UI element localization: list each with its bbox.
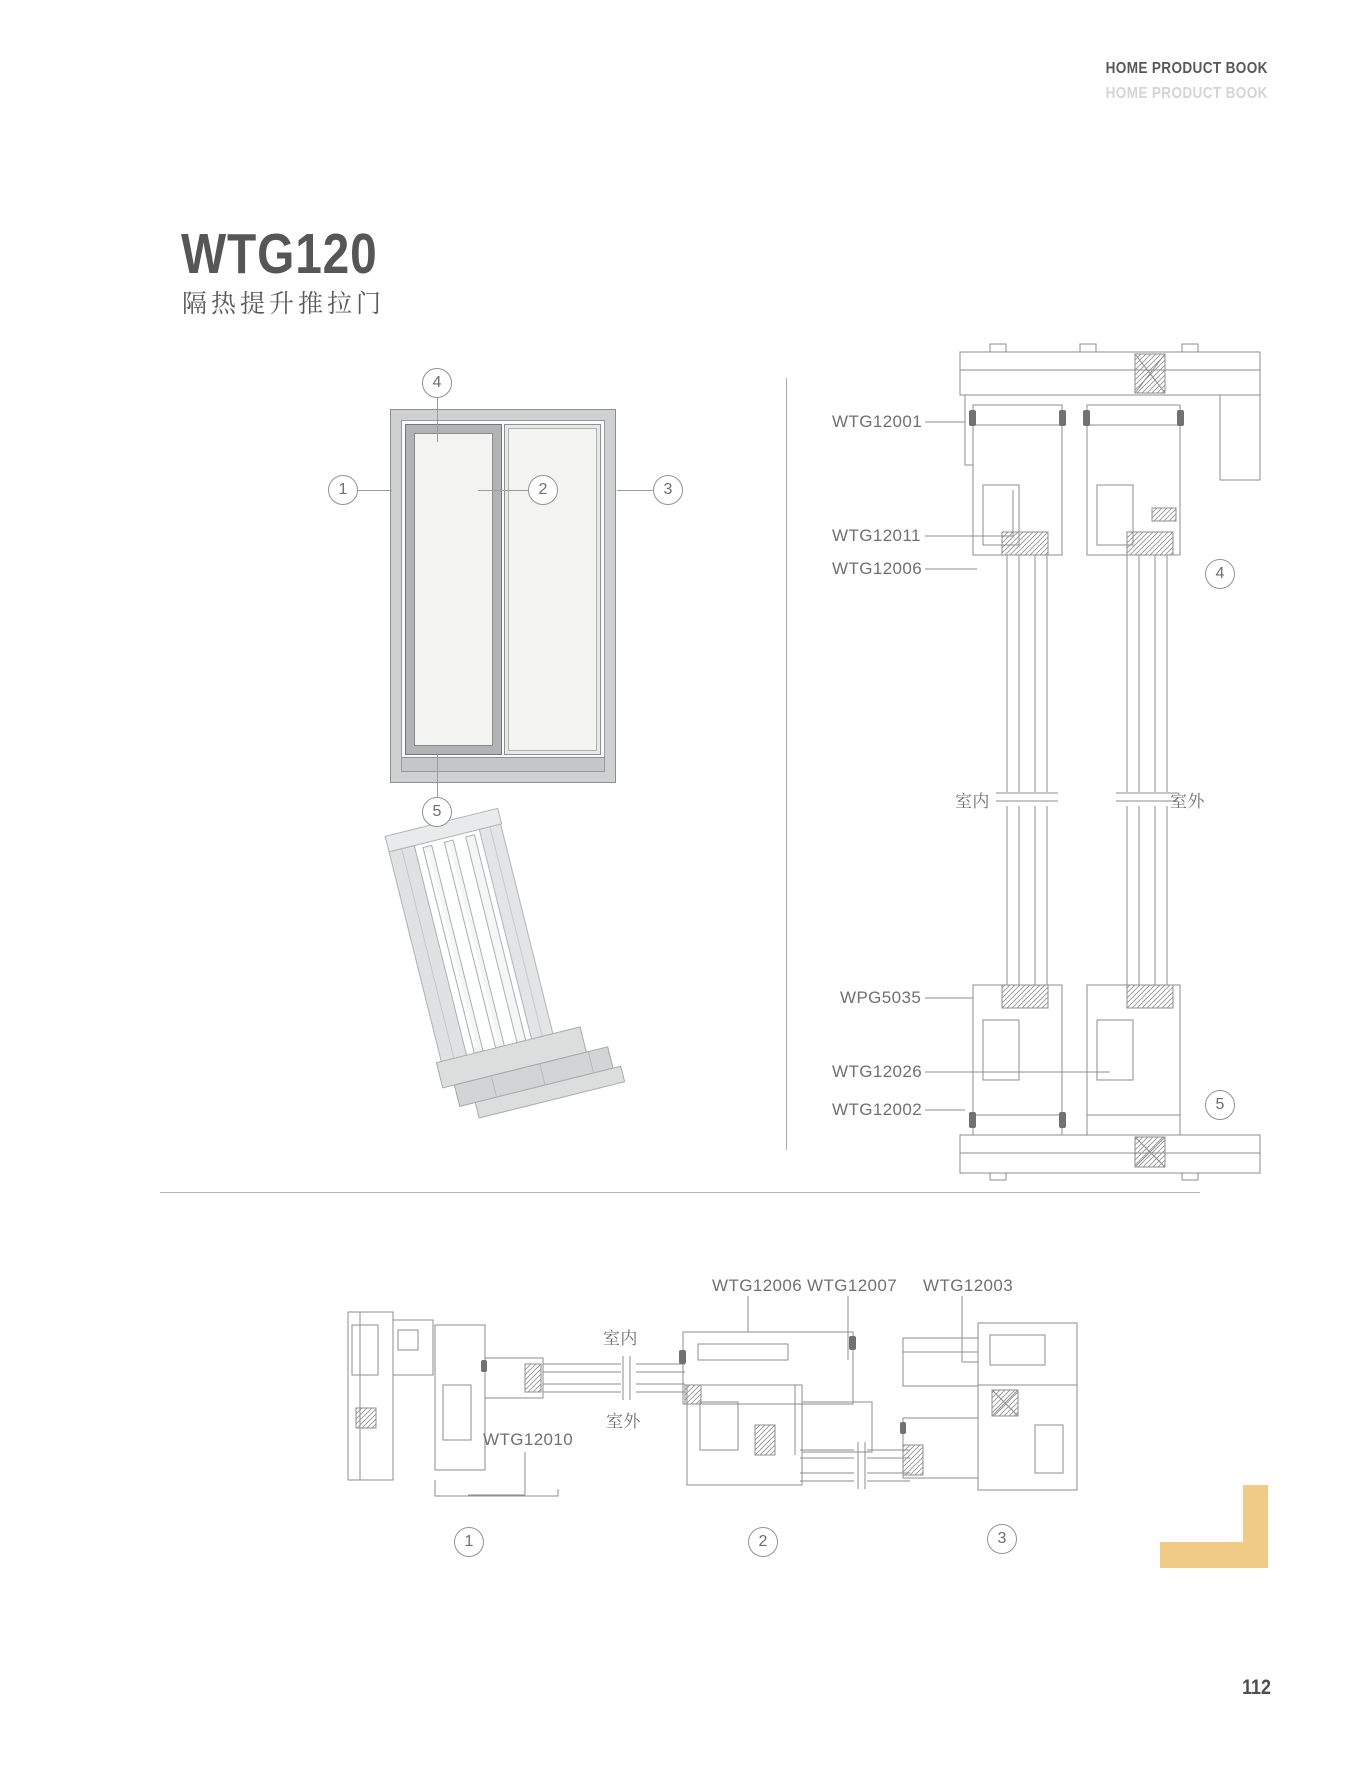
callout-4: 4: [1205, 559, 1235, 589]
callout-2: 2: [748, 1527, 778, 1557]
door-bottom-track: [402, 757, 604, 771]
vertical-section-drawing: [830, 340, 1280, 1180]
hsec-label-cover: WTG12010: [483, 1430, 574, 1449]
callout-1: 1: [328, 475, 358, 505]
corner-accent-shape: [1160, 1485, 1270, 1570]
hsec-outdoor-label: 室外: [606, 1412, 641, 1431]
leader-line: [617, 490, 653, 491]
vsec-label-sill-frame: WTG12002: [832, 1100, 923, 1119]
vsec-label-sash: WTG12006: [832, 559, 923, 578]
door-opening: [401, 420, 605, 772]
page-subtitle: 隔热提升推拉门: [182, 290, 386, 318]
callout-3: 3: [653, 475, 683, 505]
page-title: WTG120: [181, 222, 378, 286]
page-number: 112: [1242, 1676, 1271, 1699]
leader-line: [437, 398, 438, 442]
callout-1: 1: [454, 1527, 484, 1557]
callout-3: 3: [987, 1524, 1017, 1554]
vsec-indoor-label: 室内: [955, 792, 990, 811]
vsec-label-top-sash: WTG12011: [832, 526, 921, 545]
callout-4: 4: [422, 368, 452, 398]
callout-2: 2: [528, 475, 558, 505]
leader-line: [478, 490, 528, 491]
door-sash-left: [406, 425, 501, 754]
horizontal-section-drawing: [340, 1290, 1260, 1508]
leader-line: [437, 753, 438, 797]
hsec-label-jamb-frame: WTG12003: [923, 1276, 1014, 1295]
column-divider: [786, 378, 787, 1150]
hsec-indoor-label: 室内: [603, 1329, 638, 1348]
section-divider: [160, 1192, 1200, 1193]
book-title-ghost: HOME PRODUCT BOOK: [1105, 85, 1268, 102]
door-sash-right: [505, 425, 600, 754]
door-elevation-drawing: [390, 409, 616, 783]
profile-3d-render: [365, 780, 655, 1170]
vsec-outdoor-label: 室外: [1170, 792, 1205, 811]
vsec-label-glazing-bead: WPG5035: [840, 988, 922, 1007]
callout-5: 5: [1205, 1090, 1235, 1120]
vsec-label-bottom-sash: WTG12026: [832, 1062, 923, 1081]
callout-5: 5: [422, 797, 452, 827]
hsec-label-sash: WTG12006: [712, 1276, 803, 1295]
book-title: HOME PRODUCT BOOK: [1105, 60, 1268, 77]
vsec-label-head-frame: WTG12001: [832, 412, 923, 431]
hsec-label-interlock: WTG12007: [807, 1276, 898, 1295]
leader-line: [358, 490, 392, 491]
